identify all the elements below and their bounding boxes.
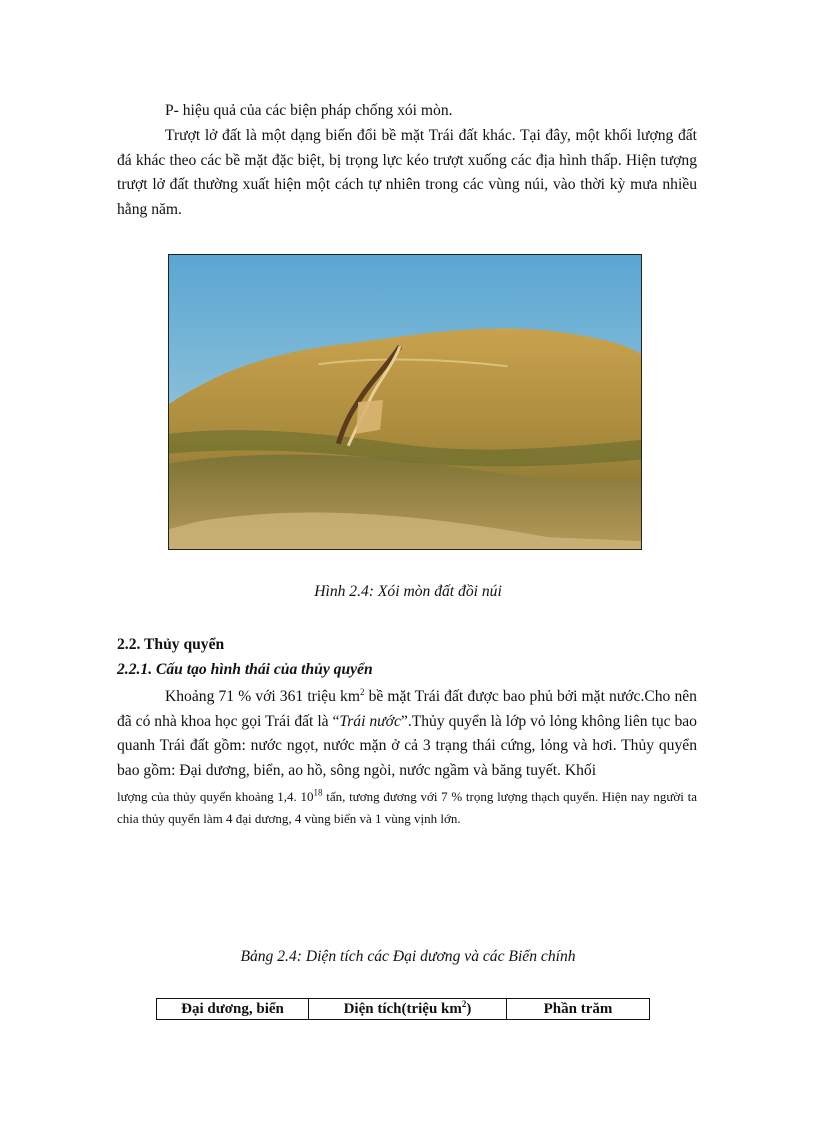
- paragraph-landslide: Trượt lở đất là một dạng biến đổi bề mặt Trái đất khác. Tại đây, một khối lượng đất đá khác theo các bề mặt đặc biệt, bị trọng lực kéo trượt xuống các địa hình thấp. Hiện tượng trượt lở đất thường xuất hiện một cách tự nhiên trong các vùng núi, vào thời kỳ mưa nhiều hằng năm.: [117, 127, 697, 219]
- figure-caption: Hình 2.4: Xói mòn đất đồi núi: [314, 583, 502, 600]
- col-header-percent: Phần trăm: [507, 999, 650, 1020]
- section-heading: 2.2. Thủy quyển: [117, 636, 225, 653]
- paragraph-erosion-effect: P- hiệu quả của các biện pháp chống xói mòn.: [165, 102, 453, 119]
- subsection-heading: 2.2.1. Cấu tạo hình thái của thủy quyển: [117, 661, 373, 678]
- eroded-hill-illustration: [169, 255, 641, 549]
- col-header-area: Diện tích(triệu $km^2$): [309, 999, 507, 1020]
- table-header-row: [157, 999, 650, 1020]
- table-caption: Bảng 2.4: Diện tích các Đại dương và các Biển chính: [240, 948, 576, 965]
- eroded-hill-photo: [168, 254, 642, 550]
- paragraph-hydrosphere-mass: lượng của thủy quyển khoảng 1,4. $10^{18}$ tấn, tương đương với 7 % trọng lượng thạch quyển. Hiện nay người ta chia thủy quyển làm 4 đại dương, 4 vùng biển và 1 vùng vịnh lớn.: [117, 787, 698, 826]
- paragraph-hydrosphere: Khoảng 71 % với 361 triệu $km^2$ bề mặt Trái đất được bao phủ bởi mặt nước.Cho nên đã có nhà khoa học gọi Trái đất là “Trái nước”.Thủy quyển là lớp vỏ lỏng không liên tục bao quanh Trái đất gồm: nước ngọt, nước mặn ở cả 3 trạng thái cứng, lỏng và hơi. Thủy quyển bao gồm: Đại dương, biển, ao hồ, sông ngòi, nước ngầm và băng tuyết. Khối: [117, 686, 697, 780]
- ocean-area-table: [156, 998, 650, 1020]
- col-header-ocean: Đại dương, biển: [157, 999, 309, 1020]
